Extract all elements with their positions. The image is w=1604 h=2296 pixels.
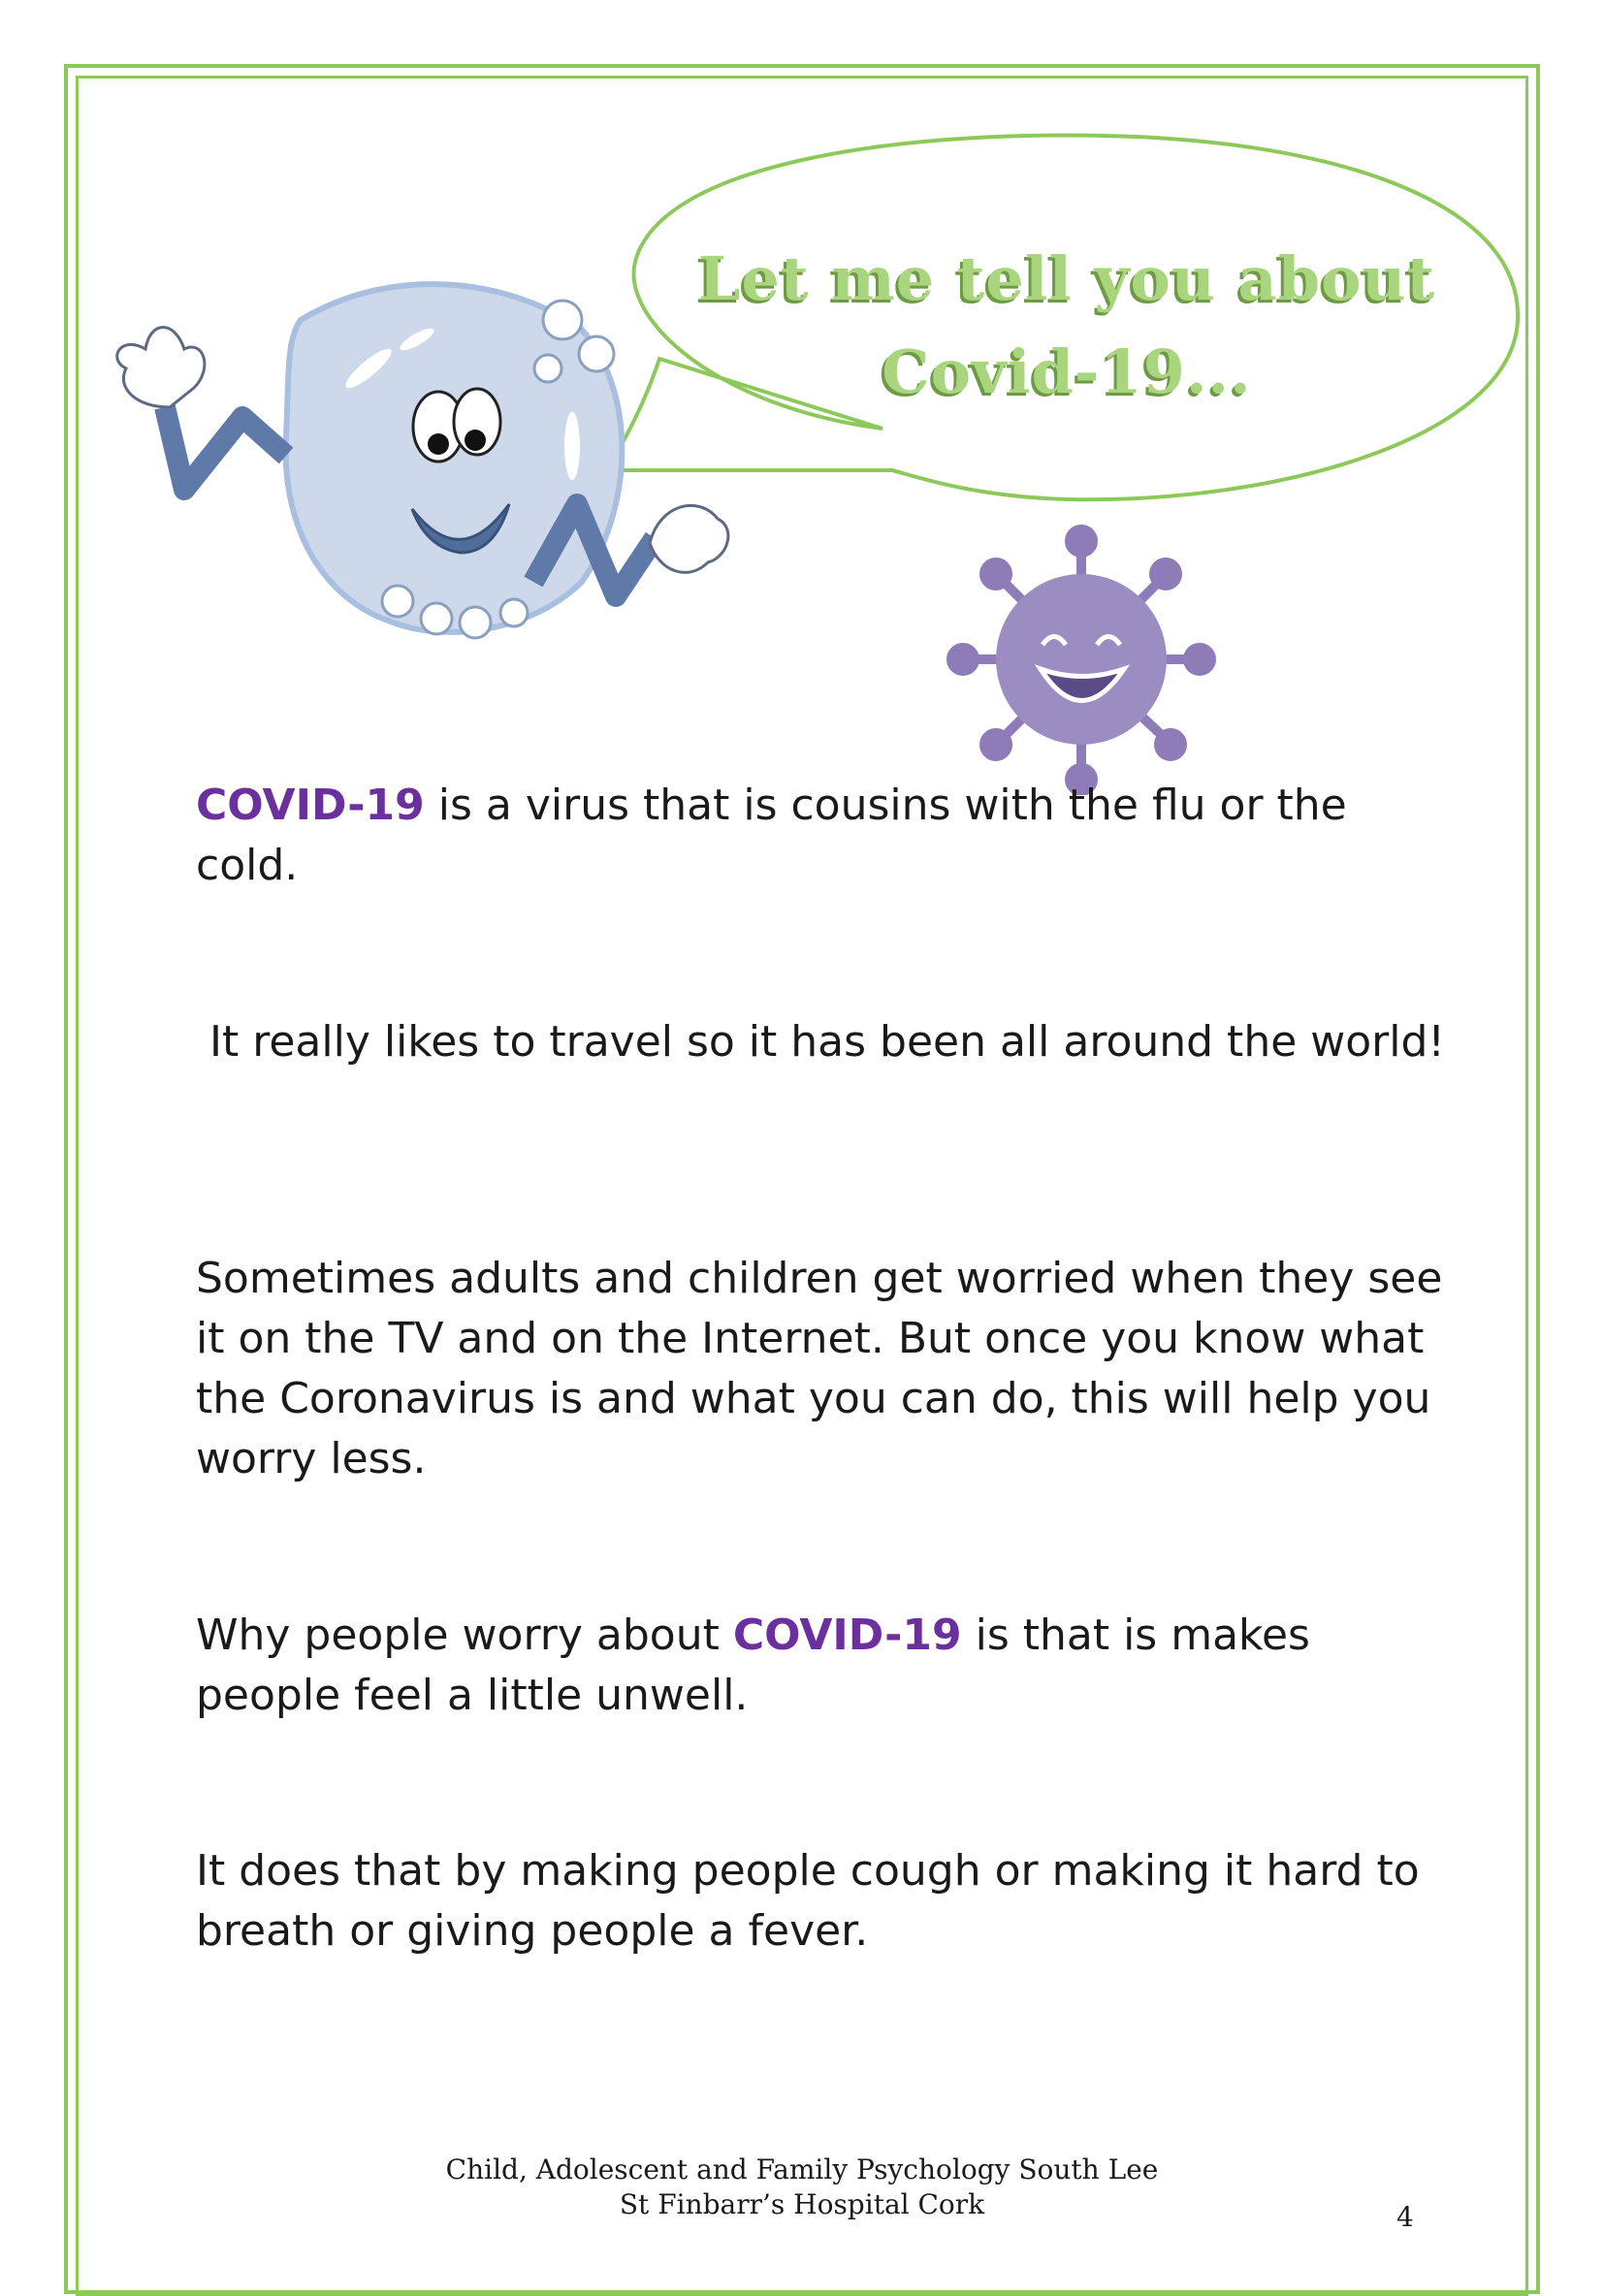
- footer-hospital: St Finbarr’s Hospital Cork: [619, 2188, 985, 2220]
- speech-bubble-text: [679, 233, 1455, 419]
- covid-highlight: COVID-19: [732, 1610, 962, 1660]
- paragraph-1-text: is a virus that is cousins with the flu or the cold.: [196, 781, 1347, 890]
- paragraph-4: [196, 1606, 1457, 1726]
- bubble-line-1: Let me tell you about: [697, 243, 1436, 314]
- paragraph-2: It really likes to travel so it has been all around the world!: [196, 1017, 1446, 1067]
- virus-illustration: [936, 524, 1227, 795]
- footer-organization: Child, Adolescent and Family Psychology South Lee: [445, 2153, 1159, 2185]
- page-number: 4: [1396, 2201, 1414, 2233]
- paragraph-3: Sometimes adults and children get worried when they see it on the TV and on the Internet. But once you know what the Coronavirus is and what you can do, this will help you worry less.: [196, 1254, 1443, 1483]
- paragraph-4-text-before: Why people worry about: [196, 1610, 733, 1660]
- mascot-illustration: [78, 262, 737, 669]
- bubble-line-2: Covid-19...: [882, 336, 1252, 407]
- paragraph-4-text-after: is that is makes people feel a little unwell.: [196, 1610, 1310, 1720]
- covid-highlight: COVID-19: [196, 781, 425, 830]
- paragraph-1: [196, 776, 1457, 896]
- paragraph-5: It does that by making people cough or making it hard to breath or giving people a fever.: [196, 1846, 1420, 1956]
